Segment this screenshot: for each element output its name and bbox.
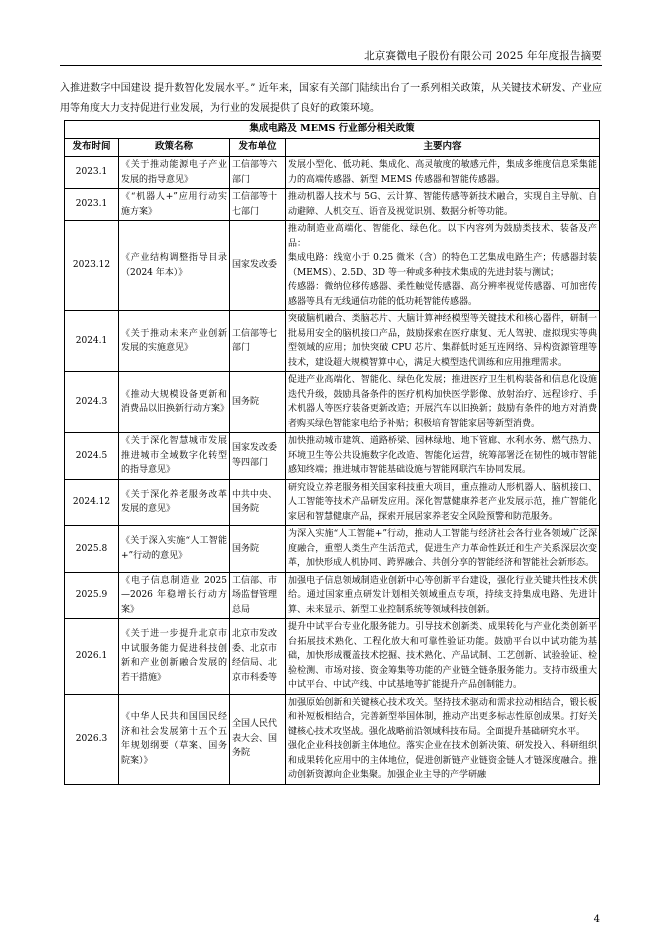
table-row <box>65 526 600 573</box>
table-row <box>65 479 600 526</box>
column-header-issuer: 发布单位 <box>230 139 286 157</box>
policy-issuer: 工信部、市场监督管理总局 <box>230 572 286 619</box>
policy-date: 2025.8 <box>65 526 119 573</box>
policy-content <box>286 221 600 311</box>
policy-content-paragraph: 促进产业高端化、智能化、绿色化发展；推进医疗卫生机构装备和信息化设施迭代升级，鼓励具备条件的医疗机构加快医学影像、放射治疗、远程诊疗、手术机器人等医疗装备更新改造；开展汽车以旧换新；鼓励有条件的地方对消费者购买绿色智能家电给予补贴；积极培育智能家居等新型消费。 <box>288 375 597 429</box>
policy-content <box>286 479 600 526</box>
policy-date: 2023.1 <box>65 157 119 189</box>
policy-issuer: 北京市发改委、北京市经信局、北京市科委等 <box>230 619 286 695</box>
policy-issuer: 工信部等六部门 <box>230 157 286 189</box>
policy-issuer: 国家发改委等四部门 <box>230 433 286 480</box>
table-row <box>65 157 600 189</box>
table-row <box>65 221 600 311</box>
policy-issuer: 工信部等七部门 <box>230 311 286 372</box>
policy-issuer: 国家发改委 <box>230 221 286 311</box>
policy-content-paragraph: 加强原始创新和关键核心技术攻关。坚持技术驱动和需求拉动相结合，锻长板和补短板相结合，完善新型举国体制，推动产出更多标志性原创成果。打好关键核心技术攻坚战。强化战略前沿领域科技布局。全面提升基础研究水平。 <box>288 697 597 737</box>
policy-content-paragraph: 为深入实施“人工智能+”行动，推动人工智能与经济社会各行业各领域广泛深度融合，重塑人类生产生活范式，促进生产力革命性跃迁和生产关系深层次变革，加快形成人机协同、跨界融合、共创分享的智能经济和智能社会新形态。 <box>288 529 597 568</box>
policy-name: 《推动大规模设备更新和消费品以旧换新行动方案》 <box>119 372 230 433</box>
header-divider <box>60 65 602 66</box>
table-row <box>65 189 600 221</box>
table-row <box>65 372 600 433</box>
policy-table-body <box>65 157 600 785</box>
page-number: 4 <box>593 914 600 925</box>
table-row <box>65 694 600 784</box>
policy-name: 《关于进一步提升北京市中试服务能力促进科技创新和产业创新融合发展的若干措施》 <box>119 619 230 695</box>
policy-name: 《关于深入实施“人工智能+”行动的意见》 <box>119 526 230 573</box>
policy-date: 2024.3 <box>65 372 119 433</box>
policy-date: 2023.12 <box>65 221 119 311</box>
policy-date: 2023.1 <box>65 189 119 221</box>
policy-date: 2026.3 <box>65 694 119 784</box>
policy-name: 《电子信息制造业 2025—2026 年稳增长行动方案》 <box>119 572 230 619</box>
policy-date: 2025.9 <box>65 572 119 619</box>
policy-content <box>286 157 600 189</box>
table-caption: 集成电路及 MEMS 行业部分相关政策 <box>65 121 600 139</box>
policy-issuer: 中共中央、国务院 <box>230 479 286 526</box>
policy-content <box>286 189 600 221</box>
policy-content-paragraph: 传感器：微纳位移传感器、柔性触觉传感器、高分辨率视觉传感器、可加密传感器等具有无线通信功能的低功耗智能传感器。 <box>288 282 597 307</box>
policy-content-paragraph: 强化企业科技创新主体地位。落实企业在技术创新决策、研发投入、科研组织和成果转化应用中的主体地位，促进创新链产业链资金链人才链深度融合。推动创新资源向企业集聚。加强企业主导的产学研融 <box>288 741 597 780</box>
column-header-date: 发布时间 <box>65 139 119 157</box>
policy-date: 2026.1 <box>65 619 119 695</box>
policy-content-paragraph: 集成电路：线宽小于 0.25 微米（含）的特色工艺集成电路生产；传感器封装（MEMS）、2.5D、3D 等一种或多种技术集成的先进封装与测试； <box>288 253 597 278</box>
policy-content-paragraph: 加强电子信息领域制造业创新中心等创新平台建设，强化行业关键共性技术供给。通过国家重点研发计划相关领域重点专项，持续支持集成电路、先进计算、未来显示、新型工业控制系统等领域科技创新。 <box>288 575 597 615</box>
policy-content <box>286 526 600 573</box>
policy-content-paragraph: 推动制造业高端化、智能化、绿色化。以下内容列为鼓励类技术、装备及产品： <box>288 224 597 249</box>
table-row <box>65 619 600 695</box>
policy-name: 《关于深化养老服务改革发展的意见》 <box>119 479 230 526</box>
table-row <box>65 433 600 480</box>
policy-name: 《产业结构调整指导目录（2024 年本）》 <box>119 221 230 311</box>
policy-issuer: 工信部等十七部门 <box>230 189 286 221</box>
policy-table <box>64 120 600 785</box>
policy-content-paragraph: 推动机器人技术与 5G、云计算、智能传感等新技术融合，实现自主导航、自动避障、人机交互、语音及视觉识别、数据分析等功能。 <box>288 192 597 217</box>
intro-paragraph: 入推进数字中国建设 提升数智化发展水平。” 近年来，国家有关部门陆续出台了一系列相关政策，从关键技术研发、产业应用等角度大力支持促进行业发展，为行业的发展提供了良好的政策环境。 <box>60 83 602 114</box>
policy-name: 《关于推动能源电子产业发展的指导意见》 <box>119 157 230 189</box>
policy-content <box>286 372 600 433</box>
policy-content-paragraph: 提升中试平台专业化服务能力。引导技术创新类、成果转化与产业化类创新平台拓展技术熟化、工程化放大和可靠性验证功能。鼓励平台以中试功能为基础，加快形成覆盖技术挖掘、技术熟化、产品试制、工艺创新、试验验证、检验检测、市场对接、资金筹集等功能的产业链全链条服务能力。支持市级重大中试平台、中试产线、中试基地等扩能提升产品创制能力。 <box>288 622 597 690</box>
policy-content <box>286 572 600 619</box>
policy-issuer: 国务院 <box>230 526 286 573</box>
column-header-policy-name: 政策名称 <box>119 139 230 157</box>
table-row <box>65 572 600 619</box>
policy-content <box>286 619 600 695</box>
page-header: 北京赛微电子股份有限公司 2025 年年度报告摘要 <box>364 50 602 62</box>
policy-content-paragraph: 突破脑机融合、类脑芯片、大脑计算神经模型等关键技术和核心器件，研制一批易用安全的脑机接口产品，鼓励探索在医疗康复、无人驾驶、虚拟现实等典型领域的应用；加快突破 CPU 芯片、集群低时延互连网络、异构资源管理等技术，建设超大规模智算中心，满足大模型迭代训练和应用推理需求。 <box>288 314 597 368</box>
policy-content <box>286 433 600 480</box>
policy-content <box>286 311 600 372</box>
table-row <box>65 311 600 372</box>
policy-name: 《关于推动未来产业创新发展的实施意见》 <box>119 311 230 372</box>
policy-date: 2024.5 <box>65 433 119 480</box>
policy-content-paragraph: 加快推动城市建筑、道路桥梁、园林绿地、地下管廊、水利水务、燃气热力、环境卫生等公共设施数字化改造、智能化运营，统筹部署泛在韧性的城市智能感知终端；推进城市智能基础设施与智能网联汽车协同发展。 <box>288 436 597 475</box>
policy-date: 2024.1 <box>65 311 119 372</box>
policy-content-paragraph: 研究设立养老服务相关国家科技重大项目，重点推动人形机器人、脑机接口、人工智能等技术产品研发应用。深化智慧健康养老产业发展示范，推广智能化家居和智慧健康产品，探索开展居家养老安全风险预警和防范服务。 <box>288 482 597 522</box>
policy-issuer: 国务院 <box>230 372 286 433</box>
policy-content <box>286 694 600 784</box>
policy-name: 《关于深化智慧城市发展 推进城市全域数字化转型的指导意见》 <box>119 433 230 480</box>
policy-name: 《中华人民共和国国民经济和社会发展第十五个五年规划纲要（草案、国务院案）》 <box>119 694 230 784</box>
policy-date: 2024.12 <box>65 479 119 526</box>
policy-name: 《“机器人+”应用行动实施方案》 <box>119 189 230 221</box>
policy-content-paragraph: 发展小型化、低功耗、集成化、高灵敏度的敏感元件，集成多维度信息采集能力的高端传感器、新型 MEMS 传感器和智能传感器。 <box>288 160 597 185</box>
column-header-content: 主要内容 <box>286 139 600 157</box>
policy-issuer: 全国人民代表大会、国务院 <box>230 694 286 784</box>
